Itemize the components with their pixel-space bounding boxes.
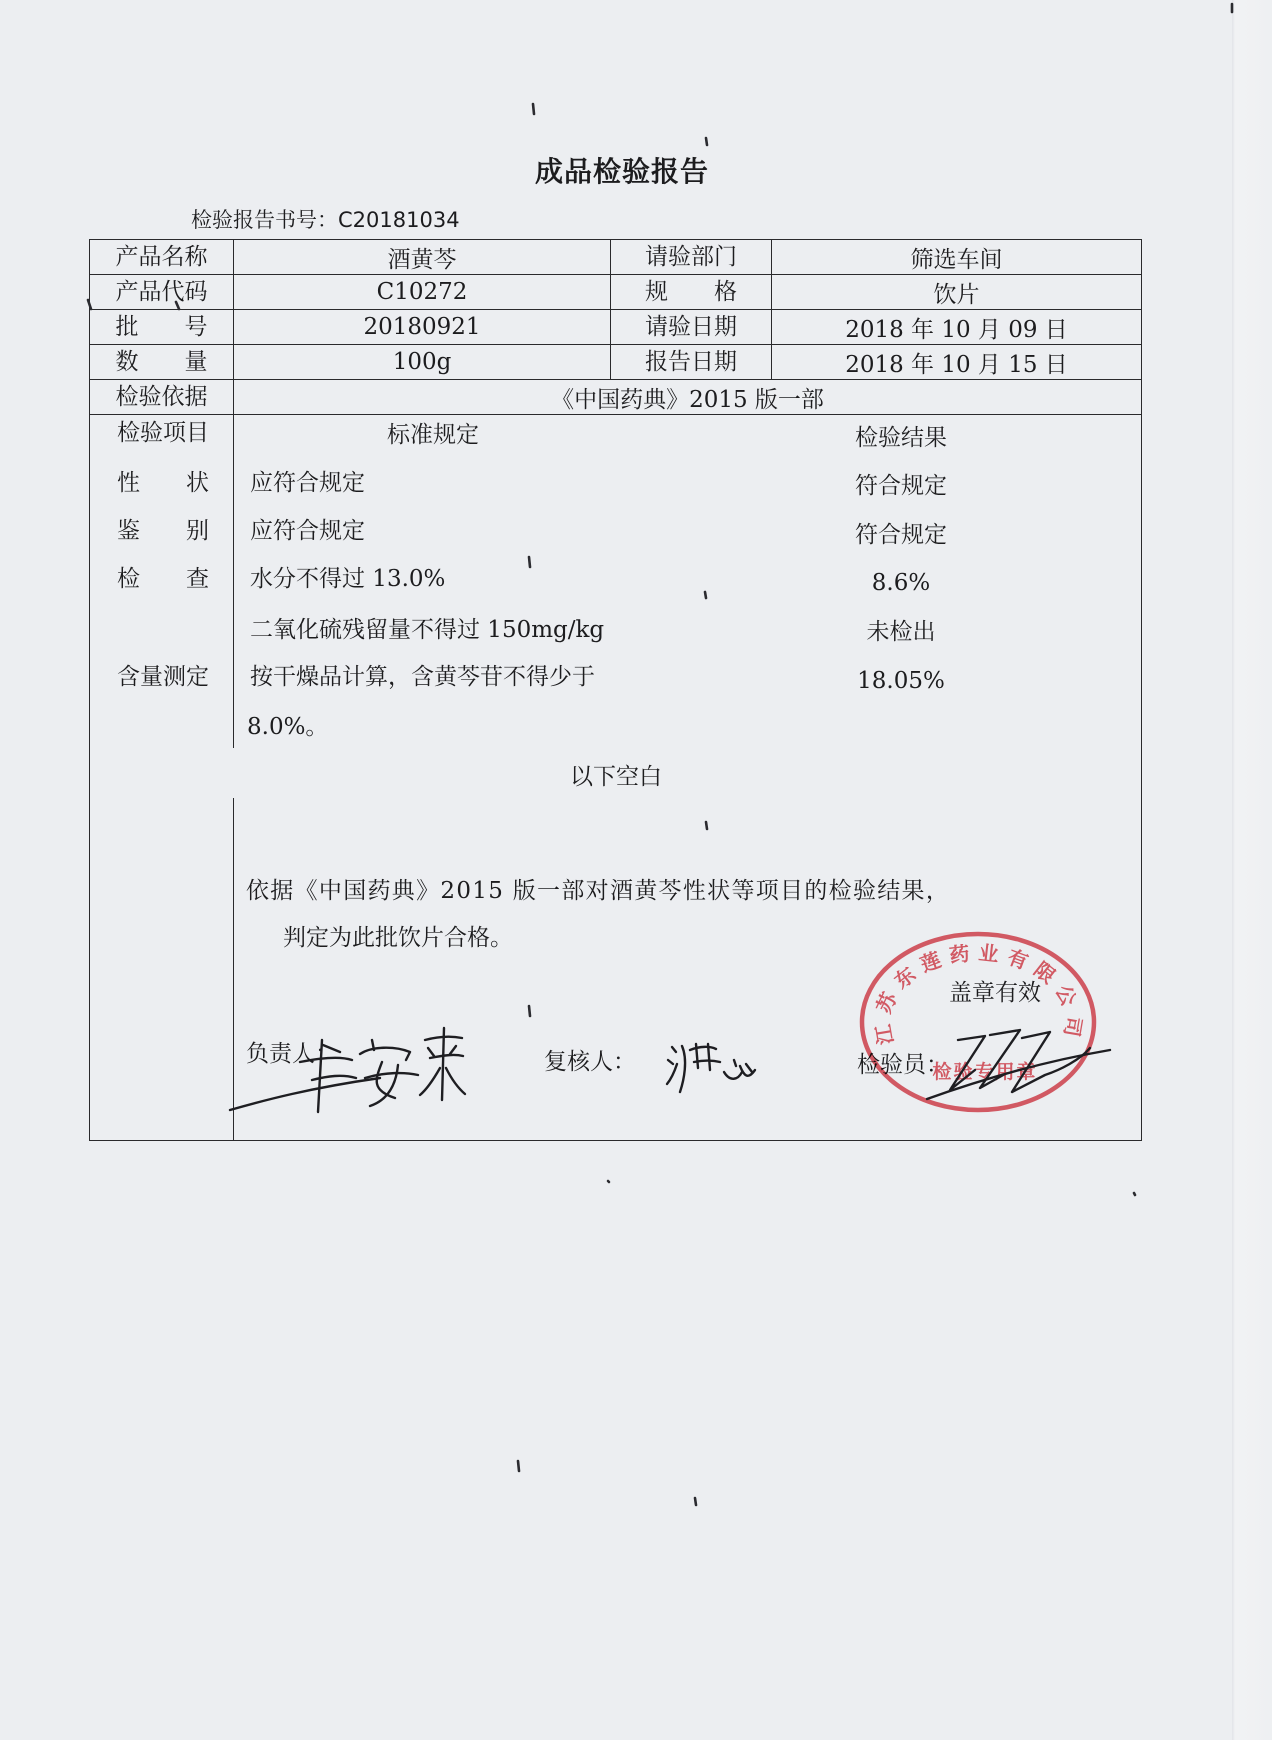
requesting-dept-label: 请验部门 xyxy=(645,244,737,270)
table-cell xyxy=(772,310,1141,345)
table-cell xyxy=(772,275,1141,310)
report-number-line xyxy=(191,206,460,234)
item-so2-result: 未检出 xyxy=(866,619,936,645)
item-assay-standard-cont: 8.0%。 xyxy=(247,714,329,740)
body-divider-lower xyxy=(233,798,235,1140)
item-assay-label: 含量测定 xyxy=(117,664,209,690)
table-cell xyxy=(611,345,772,380)
table-cell xyxy=(90,240,234,275)
item-appearance-result: 符合规定 xyxy=(855,473,947,499)
blank-note: 以下空白 xyxy=(570,764,662,790)
table-cell xyxy=(234,310,611,345)
request-date-label: 请验日期 xyxy=(645,314,737,340)
items-header-standard: 标准规定 xyxy=(387,422,479,448)
product-code-value: C10272 xyxy=(376,279,468,305)
batch-no-label: 批 号 xyxy=(115,314,208,340)
items-header-result: 检验结果 xyxy=(855,425,947,451)
batch-no-value: 20180921 xyxy=(363,314,481,340)
item-identification-label: 鉴 别 xyxy=(117,518,209,544)
request-date-value: 2018 年 10 月 09 日 xyxy=(845,316,1068,343)
conclusion-line-1: 依据《中国药典》2015 版一部对酒黄芩性状等项目的检验结果， xyxy=(246,878,951,904)
quantity-label: 数 量 xyxy=(115,349,208,375)
table-cell xyxy=(611,240,772,275)
table-cell xyxy=(90,345,234,380)
spec-value: 饮片 xyxy=(933,281,980,308)
product-name-value: 酒黄芩 xyxy=(387,246,457,273)
item-so2-standard: 二氧化硫残留量不得过 150mg/kg xyxy=(250,617,605,643)
item-identification-result: 符合规定 xyxy=(855,522,947,548)
table-cell xyxy=(90,380,234,415)
item-identification-standard: 应符合规定 xyxy=(250,518,365,544)
page-edge xyxy=(1232,0,1272,1740)
report-title: 成品检验报告 xyxy=(534,155,709,188)
item-assay-result: 18.05% xyxy=(857,668,945,694)
spec-label: 规 格 xyxy=(645,279,737,305)
report-date-label: 报告日期 xyxy=(645,349,737,375)
responsible-label: 负责人： xyxy=(246,1041,338,1067)
item-moisture-standard: 水分不得过 13.0% xyxy=(250,566,446,592)
quantity-value: 100g xyxy=(392,349,452,375)
item-check-label: 检 查 xyxy=(117,566,209,592)
seal-purpose-text: 检验专用章 xyxy=(932,1061,1038,1083)
seal-company-text: 江苏东莲药业有限公司 xyxy=(869,940,1087,1047)
report-number-label: 检验报告书号： xyxy=(191,208,338,232)
table-cell xyxy=(234,240,611,275)
table-cell xyxy=(90,310,234,345)
product-name-label: 产品名称 xyxy=(115,244,208,270)
item-moisture-result: 8.6% xyxy=(871,570,931,596)
table-cell xyxy=(772,240,1141,275)
basis-label: 检验依据 xyxy=(115,384,208,410)
basis-value: 《中国药典》2015 版一部 xyxy=(551,386,824,413)
table-cell xyxy=(772,345,1141,380)
items-header-item: 检验项目 xyxy=(117,420,209,446)
item-assay-standard: 按干燥品计算，含黄芩苷不得少于 xyxy=(250,664,595,690)
table-cell xyxy=(234,345,611,380)
stamp-note: 盖章有效 xyxy=(949,980,1041,1006)
header-grid xyxy=(90,240,1141,415)
conclusion-line-2: 判定为此批饮片合格。 xyxy=(283,925,513,951)
inspector-label: 检验员： xyxy=(857,1052,949,1078)
report-date-value: 2018 年 10 月 15 日 xyxy=(845,351,1068,378)
table-cell xyxy=(234,380,1141,415)
item-appearance-label: 性 状 xyxy=(117,470,209,496)
table-cell xyxy=(234,275,611,310)
report-number: C20181034 xyxy=(338,208,460,232)
table-cell xyxy=(90,275,234,310)
item-appearance-standard: 应符合规定 xyxy=(250,470,365,496)
table-cell xyxy=(611,310,772,345)
product-code-label: 产品代码 xyxy=(115,279,208,305)
table-cell xyxy=(611,275,772,310)
reviewer-label: 复核人： xyxy=(544,1049,636,1075)
requesting-dept-value: 筛选车间 xyxy=(910,246,1003,273)
body-divider-upper xyxy=(233,415,235,748)
